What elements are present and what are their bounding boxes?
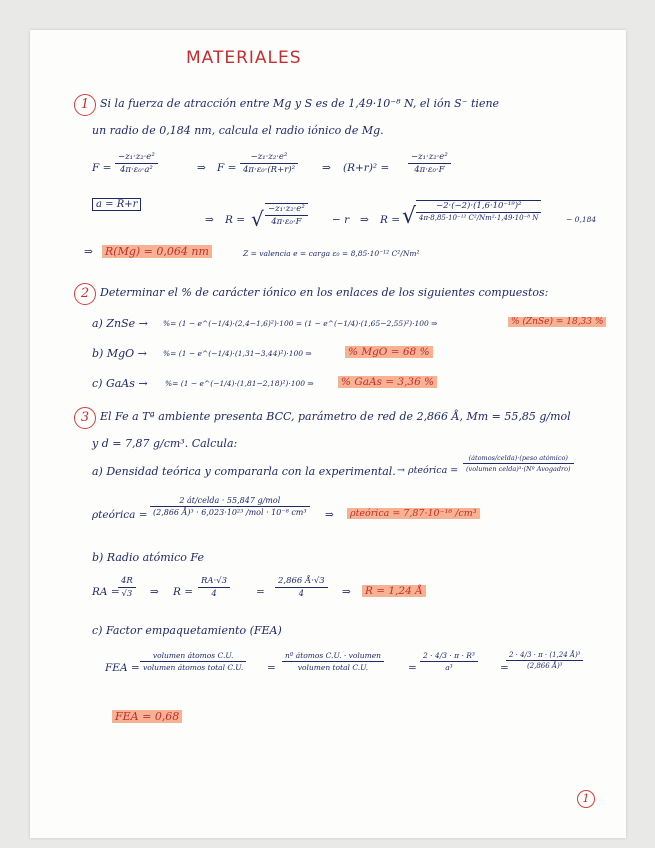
radius-numeric-tail: − 0,184 [566, 215, 597, 224]
implies-arrow: ⇒ [84, 246, 93, 258]
density-definition-lhs: → ρteórica = [397, 465, 459, 476]
density-calc-denominator: (2,866 Å)³ · 6,023·10²³ /mol · 10⁻⁸ cm³ [153, 508, 307, 517]
problem-2-statement: Determinar el % de carácter iónico en los enlaces de los siguientes compuestos: [100, 286, 549, 299]
radius-solve-fraction [198, 576, 230, 599]
problem-3-statement-line2: y d = 7,87 g/cm³. Calcula: [92, 437, 238, 450]
atomic-radius-fraction [118, 576, 136, 599]
coulomb-formula-2-fraction [240, 152, 298, 175]
fea-fraction-4 [506, 651, 583, 670]
coulomb-formula-2-denominator: 4π·ε₀·(R+r)² [243, 165, 295, 175]
density-calc-fraction [150, 496, 310, 517]
radius-numeric-fraction [275, 576, 328, 599]
density-calc-numerator: 2 át/celda · 55,847 g/mol [150, 496, 310, 507]
problem-3-number: 3 [74, 407, 96, 429]
fea-fraction-4-denominator: (2,866 Å)³ [526, 662, 563, 670]
density-definition-fraction [463, 454, 574, 473]
coulomb-formula-2-numerator: −z₁·z₂·e² [240, 152, 298, 164]
radius-formula-lhs: R = [225, 214, 246, 226]
page-number: 1 [577, 790, 595, 808]
radius-formula-numerator: −z₁·z₂·e² [265, 204, 308, 216]
problem-2b-label: b) MgO → [92, 347, 147, 360]
implies-arrow: ⇒ [150, 586, 159, 598]
coulomb-formula-numerator: −z₁·z₂·e² [115, 152, 158, 164]
equals-sign: = [267, 662, 276, 674]
fea-fraction-2 [282, 651, 384, 672]
distance-squared-numerator: −z₁·z₂·e² [408, 152, 451, 164]
radius-solve-lhs: R = [173, 586, 194, 598]
atomic-radius-denominator: √3 [121, 589, 133, 599]
implies-arrow: ⇒ [205, 214, 214, 226]
problem-3-statement-line1: El Fe a Tª ambiente presenta BCC, parámetro de red de 2,866 Å, Mm = 55,85 g/mol [100, 410, 571, 423]
equals-sign: = [408, 662, 417, 674]
problem-3b-label: b) Radio atómico Fe [92, 551, 204, 564]
problem-2a-result: % (ZnSe) = 18,33 % [508, 318, 606, 328]
problem-2c-result: % GaAs = 3,36 % [338, 377, 437, 389]
equals-sign: = [500, 662, 509, 674]
problem-3a-label: a) Densidad teórica y compararla con la experimental. [92, 465, 396, 478]
coulomb-formula-denominator: 4π·ε₀·a² [119, 165, 153, 175]
radius-numeric-numerator: 2,866 Å·√3 [275, 576, 328, 588]
distance-squared-denominator: 4π·ε₀·F [414, 165, 445, 175]
relation-box: a = R+r [92, 198, 141, 211]
distance-squared-fraction [408, 152, 451, 175]
density-calc-lhs: ρteórica = [92, 509, 148, 521]
fea-fraction-2-numerator: nº átomos C.U. · volumen [282, 651, 384, 662]
problem-2a-formula: %= (1 − e^(−1/4)·(2,4−1,6)²)·100 = (1 − e^(−1/4)·(1,65−2,55)²)·100 ⇒ [163, 319, 438, 328]
problem-2c-label: c) GaAs → [92, 377, 148, 390]
fea-fraction-3 [420, 651, 478, 672]
fea-result: FEA = 0,68 [112, 711, 182, 723]
radius-numeric-lhs: R = [380, 214, 401, 226]
coulomb-formula-2-lhs: F = [217, 162, 237, 174]
radius-numeric-denominator: 4 [298, 589, 305, 599]
implies-arrow: ⇒ [325, 509, 334, 521]
radius-formula-fraction [265, 203, 308, 227]
fea-fraction-1 [140, 651, 246, 672]
density-definition-numerator: (átomos/celda)·(peso atómico) [463, 454, 574, 464]
problem-2b-result: % MgO = 68 % [345, 347, 433, 359]
fea-lhs: FEA = [105, 662, 140, 674]
fea-fraction-1-denominator: volumen átomos total C.U. [143, 663, 244, 672]
problem-3c-label: c) Factor empaquetamiento (FEA) [92, 624, 282, 637]
radius-formula-denominator: 4π·ε₀·F [271, 217, 302, 227]
atomic-radius-lhs: RA = [92, 586, 120, 598]
radius-numeric-numerator: −2·(−2)·(1,6·10⁻¹⁹)² [416, 201, 541, 213]
fea-fraction-2-denominator: volumen total C.U. [297, 663, 369, 672]
radius-solve-numerator: RA·√3 [198, 576, 230, 588]
problem-2a-label: a) ZnSe → [92, 317, 148, 330]
page-title: MATERIALES [178, 48, 310, 68]
fea-fraction-1-numerator: volumen átomos C.U. [140, 651, 246, 662]
problem-1-number: 1 [74, 94, 96, 116]
coulomb-formula-lhs: F = [92, 162, 112, 174]
fea-fraction-3-denominator: a³ [445, 663, 453, 672]
problem-2b-formula: %= (1 − e^(−1/4)·(1,31−3,44)²)·100 ⇒ [163, 349, 312, 358]
fea-fraction-3-numerator: 2 · 4/3 · π · R³ [420, 651, 478, 662]
problem-1-statement-line1: Si la fuerza de atracción entre Mg y S es de 1,49·10⁻⁸ N, el ión S⁻ tiene [100, 97, 500, 110]
density-result: ρteórica = 7,87·10⁻¹⁶ /cm³ [347, 509, 480, 519]
equals-sign: = [256, 586, 265, 598]
problem-2c-formula: %= (1 − e^(−1/4)·(1,81−2,18)²)·100 ⇒ [165, 379, 314, 388]
sqrt-sign: √ [402, 204, 417, 229]
problem-1-legend: Z = valencia e = carga ε₀ = 8,85·10⁻¹² C²/Nm² [243, 249, 420, 258]
sqrt-sign: √ [251, 207, 264, 231]
coulomb-formula-fraction [115, 152, 158, 175]
radius-formula-tail: − r [332, 214, 350, 226]
problem-1-result: R(Mg) = 0,064 nm [102, 246, 212, 258]
implies-arrow: ⇒ [360, 214, 369, 226]
atomic-radius-numerator: 4R [118, 576, 136, 588]
distance-squared-lhs: (R+r)² = [343, 162, 390, 174]
implies-arrow: ⇒ [197, 162, 206, 174]
radius-numeric-fraction [416, 200, 541, 222]
implies-arrow: ⇒ [342, 586, 351, 598]
fea-fraction-4-numerator: 2 · 4/3 · π · (1,24 Å)³ [506, 651, 583, 661]
radius-solve-denominator: 4 [211, 589, 217, 599]
density-definition-denominator: (volumen celda)³·(Nº Avogadro) [466, 465, 571, 473]
implies-arrow: ⇒ [322, 162, 331, 174]
radius-numeric-denominator: 4π·8,85·10⁻¹² C²/Nm²·1,49·10⁻⁸ N [419, 214, 539, 222]
problem-2-number: 2 [74, 283, 96, 305]
problem-1-statement-line2: un radio de 0,184 nm, calcula el radio iónico de Mg. [92, 124, 384, 137]
radius-result: R = 1,24 Å [362, 586, 426, 598]
